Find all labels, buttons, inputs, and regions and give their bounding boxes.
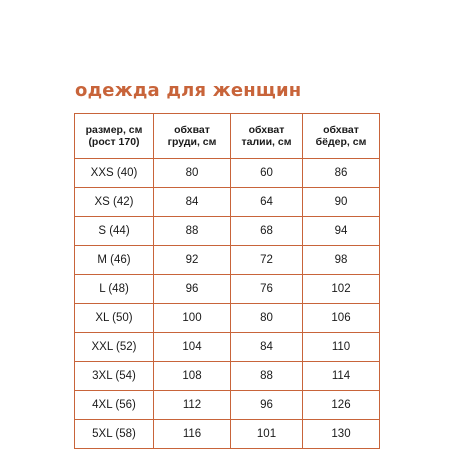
header-chest-line2: груди, см bbox=[167, 136, 217, 148]
header-size bbox=[75, 114, 154, 159]
header-size-line2: (рост 170) bbox=[88, 136, 140, 148]
cell-hips: 126 bbox=[303, 391, 380, 420]
cell-chest: 112 bbox=[154, 391, 231, 420]
cell-size: XXS (40) bbox=[75, 159, 154, 188]
header-size-line1: размер, см bbox=[85, 124, 143, 136]
cell-size: XS (42) bbox=[75, 188, 154, 217]
cell-hips: 98 bbox=[303, 246, 380, 275]
cell-hips: 110 bbox=[303, 333, 380, 362]
table-row bbox=[75, 304, 380, 333]
header-chest-line1: обхват bbox=[174, 124, 210, 136]
header-hips-line1: обхват bbox=[323, 124, 359, 136]
cell-waist: 60 bbox=[231, 159, 303, 188]
cell-size: M (46) bbox=[75, 246, 154, 275]
page-title: одежда для женщин bbox=[75, 80, 302, 101]
header-waist bbox=[231, 114, 303, 159]
cell-waist: 76 bbox=[231, 275, 303, 304]
cell-waist: 64 bbox=[231, 188, 303, 217]
table-row bbox=[75, 362, 380, 391]
header-chest bbox=[154, 114, 231, 159]
table-row bbox=[75, 275, 380, 304]
table-row bbox=[75, 246, 380, 275]
header-waist-line2: талии, см bbox=[241, 136, 292, 148]
cell-size: 5XL (58) bbox=[75, 420, 154, 449]
table-row bbox=[75, 420, 380, 449]
cell-size: XXL (52) bbox=[75, 333, 154, 362]
cell-waist: 72 bbox=[231, 246, 303, 275]
cell-chest: 88 bbox=[154, 217, 231, 246]
cell-hips: 94 bbox=[303, 217, 380, 246]
cell-size: XL (50) bbox=[75, 304, 154, 333]
cell-chest: 104 bbox=[154, 333, 231, 362]
cell-size: 3XL (54) bbox=[75, 362, 154, 391]
cell-chest: 84 bbox=[154, 188, 231, 217]
cell-chest: 96 bbox=[154, 275, 231, 304]
cell-hips: 130 bbox=[303, 420, 380, 449]
cell-waist: 101 bbox=[231, 420, 303, 449]
cell-hips: 90 bbox=[303, 188, 380, 217]
cell-chest: 80 bbox=[154, 159, 231, 188]
cell-chest: 116 bbox=[154, 420, 231, 449]
table-header-row bbox=[75, 114, 380, 159]
header-waist-line1: обхват bbox=[248, 124, 285, 136]
cell-waist: 68 bbox=[231, 217, 303, 246]
cell-waist: 88 bbox=[231, 362, 303, 391]
header-hips-line2: бёдер, см bbox=[315, 136, 367, 148]
cell-hips: 86 bbox=[303, 159, 380, 188]
cell-hips: 106 bbox=[303, 304, 380, 333]
cell-waist: 80 bbox=[231, 304, 303, 333]
table-row bbox=[75, 217, 380, 246]
cell-size: L (48) bbox=[75, 275, 154, 304]
table-row bbox=[75, 159, 380, 188]
cell-hips: 114 bbox=[303, 362, 380, 391]
cell-size: 4XL (56) bbox=[75, 391, 154, 420]
cell-chest: 92 bbox=[154, 246, 231, 275]
cell-waist: 84 bbox=[231, 333, 303, 362]
table-row bbox=[75, 391, 380, 420]
size-chart-table bbox=[74, 113, 380, 449]
cell-chest: 108 bbox=[154, 362, 231, 391]
header-hips bbox=[303, 114, 380, 159]
cell-hips: 102 bbox=[303, 275, 380, 304]
cell-waist: 96 bbox=[231, 391, 303, 420]
table-row bbox=[75, 333, 380, 362]
cell-chest: 100 bbox=[154, 304, 231, 333]
cell-size: S (44) bbox=[75, 217, 154, 246]
table-row bbox=[75, 188, 380, 217]
